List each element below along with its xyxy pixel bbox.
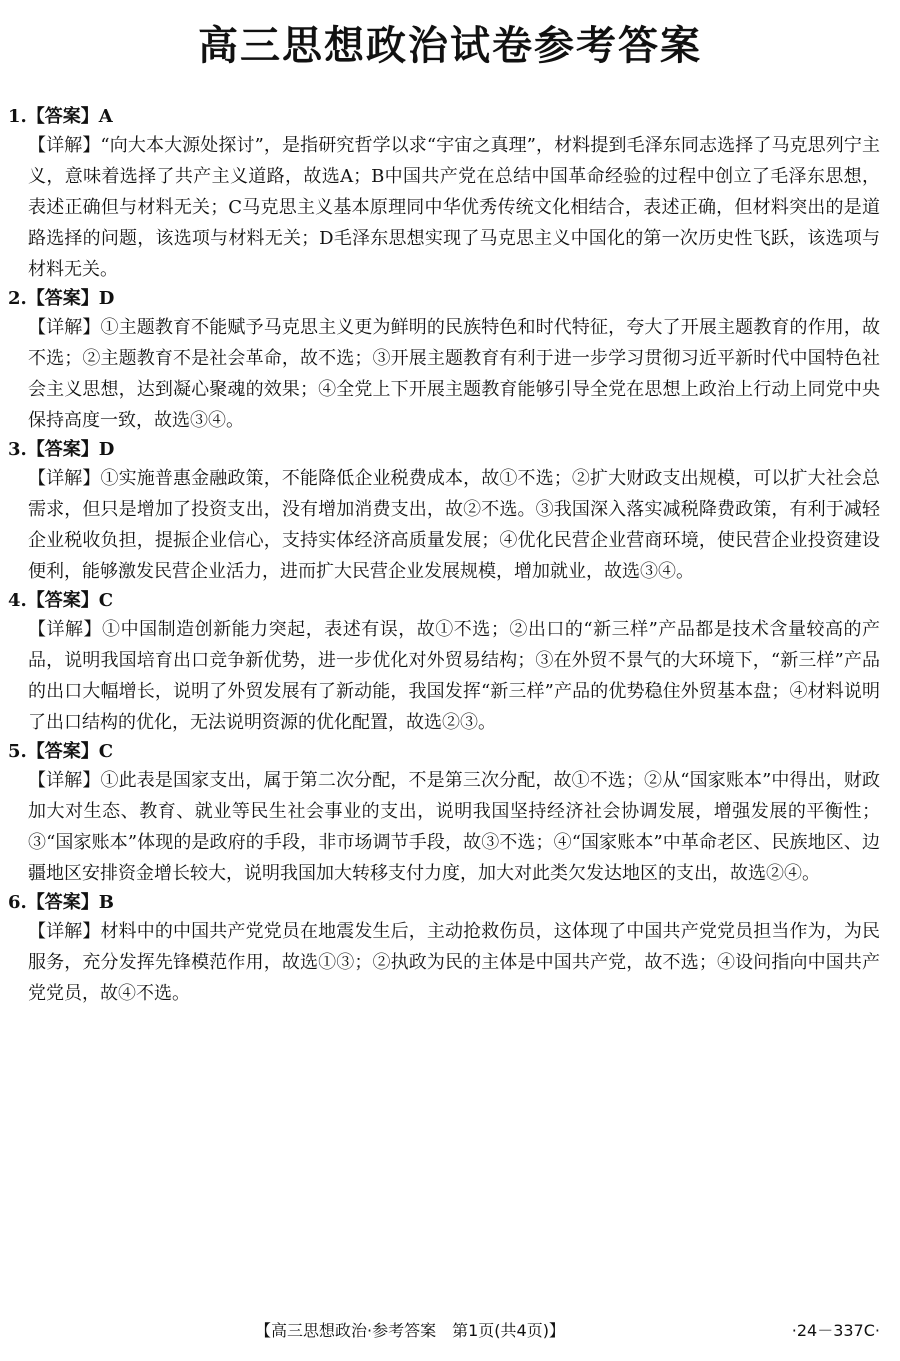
answer-detail: 【详解】①此表是国家支出，属于第二次分配，不是第三次分配，故①不选；②从“国家账本”中得出，财政加大对生态、教育、就业等民生社会事业的支出，说明我国坚持经济社会协调发展，增强发展的平衡性；③“国家账本”体现的是政府的手段，非市场调节手段，故③不选；④“国家账本”中革命老区、民族地区、边疆地区安排资金增长较大，说明我国加大转移支付力度，加大对此类欠发达地区的支出，故选②④。 [28,770,880,884]
page-title: 高三思想政治试卷参考答案 [198,23,702,69]
answer-header: 2.【答案】D [8,288,115,309]
answer-header: 5.【答案】C [8,741,114,762]
footer-page-info: 【高三思想政治·参考答案 第1页(共4页)】 [255,1321,565,1340]
answer-detail: 【详解】材料中的中国共产党党员在地震发生后，主动抢救伤员，这体现了中国共产党党员担当作为，为民服务，充分发挥先锋模范作用，故选①③；②执政为民的主体是中国共产党，故不选；④设问指向中国共产党党员，故④不选。 [28,921,880,1004]
answer-item-2 [0,285,900,436]
answer-item-4 [0,587,900,738]
answer-item-5 [0,738,900,889]
answer-detail: 【详解】“向大本大源处探讨”，是指研究哲学以求“宇宙之真理”，材料提到毛泽东同志选择了马克思列宁主义，意味着选择了共产主义道路，故选A；B中国共产党在总结中国革命经验的过程中创立了毛泽东思想，表述正确但与材料无关；C马克思主义基本原理同中华优秀传统文化相结合，表述正确，但材料突出的是道路选择的问题，该选项与材料无关；D毛泽东思想实现了马克思主义中国化的第一次历史性飞跃，该选项与材料无关。 [28,135,880,280]
footer-code: ·24－337C· [791,1321,880,1340]
answer-detail: 【详解】①主题教育不能赋予马克思主义更为鲜明的民族特色和时代特征，夸大了开展主题教育的作用，故不选；②主题教育不是社会革命，故不选；③开展主题教育有利于进一步学习贯彻习近平新时代中国特色社会主义思想，达到凝心聚魂的效果；④全党上下开展主题教育能够引导全党在思想上政治上行动上同党中央保持高度一致，故选③④。 [28,317,880,431]
answer-header: 6.【答案】B [8,892,115,913]
answer-item-6 [0,889,900,1009]
answer-item-1 [0,103,900,285]
answer-header: 3.【答案】D [8,439,115,460]
answer-header: 1.【答案】A [8,106,113,127]
answer-item-3 [0,436,900,587]
answer-header: 4.【答案】C [8,590,114,611]
answer-detail: 【详解】①实施普惠金融政策，不能降低企业税费成本，故①不选；②扩大财政支出规模，可以扩大社会总需求，但只是增加了投资支出，没有增加消费支出，故②不选。③我国深入落实减税降费政策，有利于减轻企业税收负担，提振企业信心，支持实体经济高质量发展；④优化民营企业营商环境，使民营企业投资建设便利，能够激发民营企业活力，进而扩大民营企业发展规模，增加就业，故选③④。 [28,468,880,582]
answer-detail: 【详解】①中国制造创新能力突起，表述有误，故①不选；②出口的“新三样”产品都是技术含量较高的产品，说明我国培育出口竞争新优势，进一步优化对外贸易结构；③在外贸不景气的大环境下，“新三样”产品的出口大幅增长，说明了外贸发展有了新动能，我国发挥“新三样”产品的优势稳住外贸基本盘；④材料说明了出口结构的优化，无法说明资源的优化配置，故选②③。 [28,619,880,733]
answer-list [0,103,900,1009]
